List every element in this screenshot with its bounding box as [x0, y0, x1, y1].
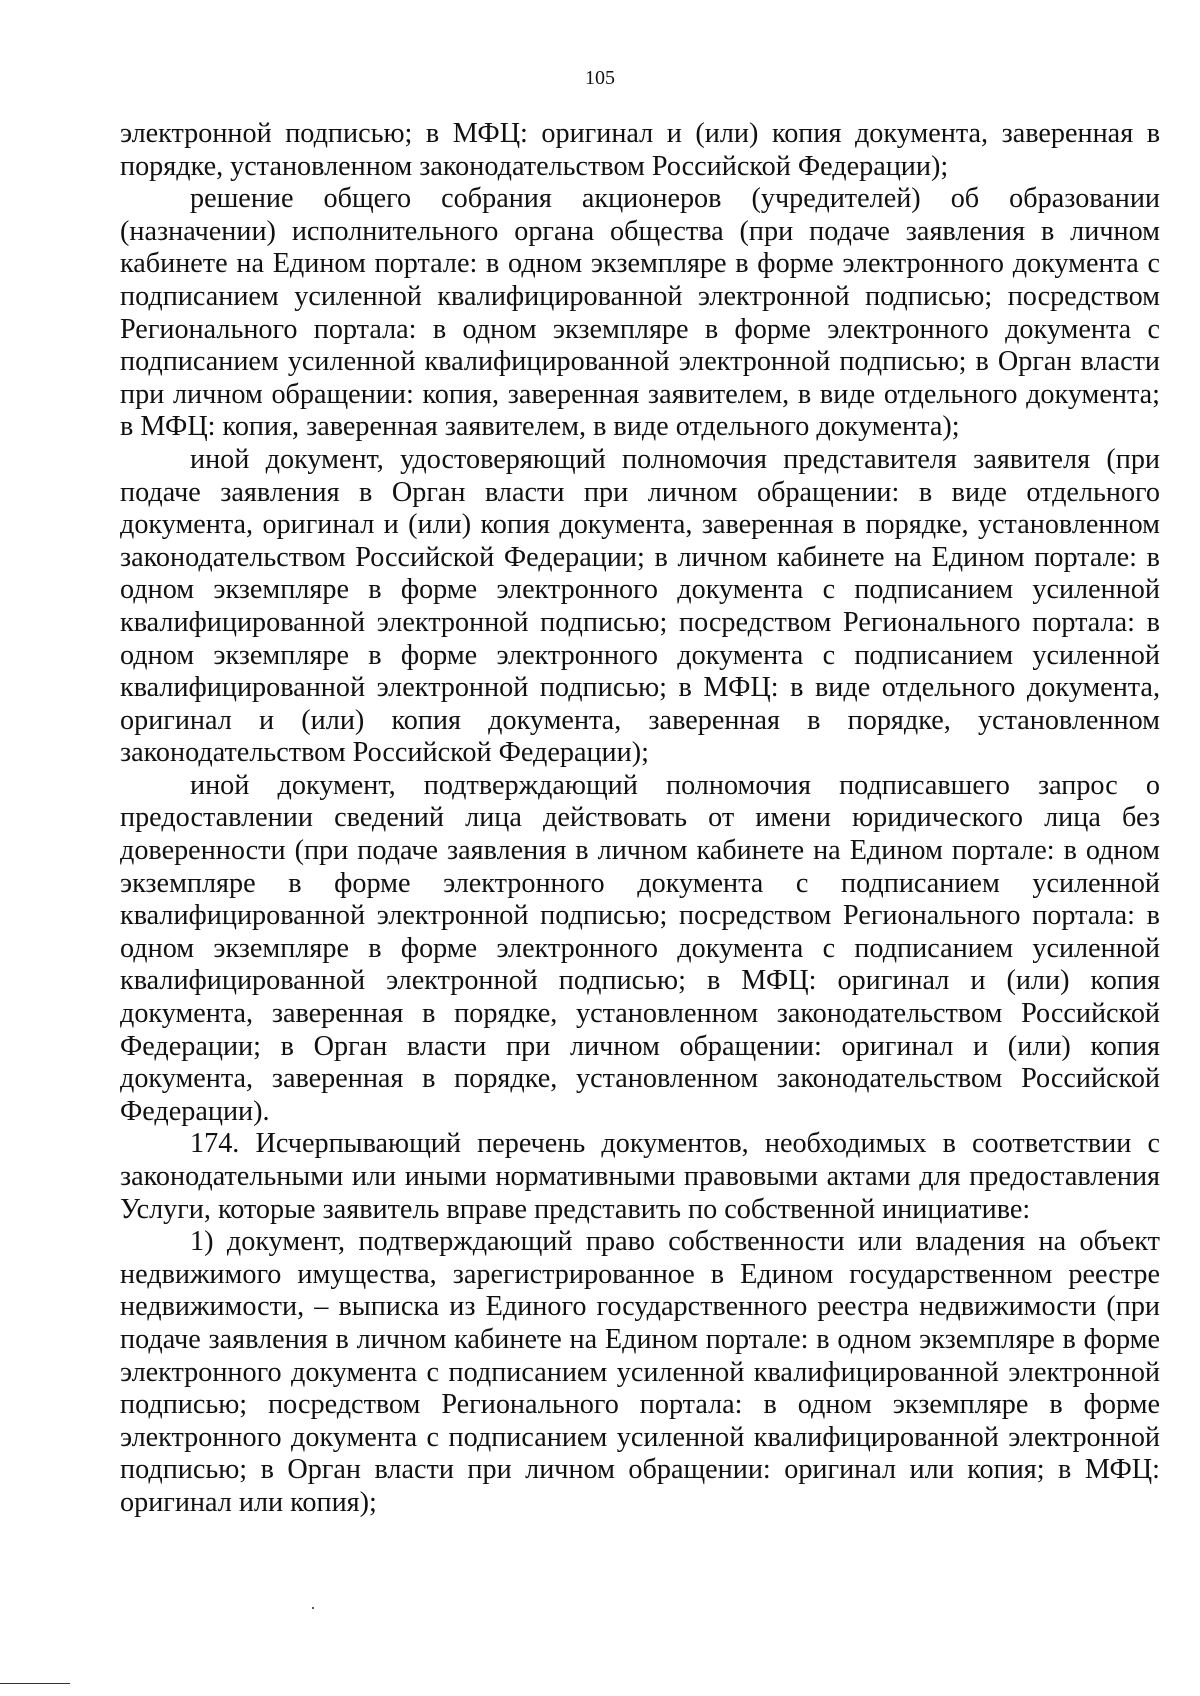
scan-artifact-dot: [312, 1607, 314, 1609]
paragraph-item-174: 174. Исчерпывающий перечень документов, необходимых в соответствии с законодательными или иными нормативными правовыми актами для предоставления Услуги, которые заявитель вправе представить по собственной инициативе:: [120, 1128, 1160, 1225]
page-number: 105: [585, 67, 615, 89]
paragraph-continuation: электронной подписью; в МФЦ: оригинал и (или) копия документа, заверенная в порядке, установленном законодательством Российской Федерации);: [120, 118, 1160, 182]
paragraph-shareholders-decision: решение общего собрания акционеров (учредителей) об образовании (назначении) исполнительного органа общества (при подаче заявления в личном кабинете на Едином портале: в одном экземпляре в форме электронного документа с подписанием усиленной квалифицированной электронной подписью; посредством Регионального портала: в одном экземпляре в форме электронного документа с подписанием усиленной квалифицированной электронной подписью; в Орган власти при личном обращении: копия, заверенная заявителем, в виде отдельного документа; в МФЦ: копия, заверенная заявителем, в виде отдельного документа);: [120, 183, 1160, 443]
paragraph-signatory-authority: иной документ, подтверждающий полномочия подписавшего запрос о предоставлении сведений лица действовать от имени юридического лица без доверенности (при подаче заявления в личном кабинете на Едином портале: в одном экземпляре в форме электронного документа с подписанием усиленной квалифицированной электронной подписью; посредством Регионального портала: в одном экземпляре в форме электронного документа с подписанием усиленной квалифицированной электронной подписью; в МФЦ: оригинал и (или) копия документа, заверенная в порядке, установленном законодательством Российской Федерации; в Орган власти при личном обращении: оригинал и (или) копия документа, заверенная в порядке, установленном законодательством Российской Федерации).: [120, 769, 1160, 1127]
paragraph-subitem-1: 1) документ, подтверждающий право собственности или владения на объект недвижимого имущества, зарегистрированное в Едином государственном реестре недвижимости, – выписка из Единого государственного реестра недвижимости (при подаче заявления в личном кабинете на Едином портале: в одном экземпляре в форме электронного документа с подписанием усиленной квалифицированной электронной подписью; посредством Регионального портала: в одном экземпляре в форме электронного документа с подписанием усиленной квалифицированной электронной подписью; в Орган власти при личном обращении: оригинал или копия; в МФЦ: оригинал или копия);: [120, 1226, 1160, 1518]
document-body: [120, 118, 1160, 1520]
scan-artifact-line: [0, 1683, 70, 1684]
paragraph-representative-authority: иной документ, удостоверяющий полномочия представителя заявителя (при подаче заявления в Орган власти при личном обращении: в виде отдельного документа, оригинал и (или) копия документа, заверенная в порядке, установленном законодательством Российской Федерации; в личном кабинете на Едином портале: в одном экземпляре в форме электронного документа с подписанием усиленной квалифицированной электронной подписью; посредством Регионального портала: в одном экземпляре в форме электронного документа с подписанием усиленной квалифицированной электронной подписью; в МФЦ: в виде отдельного документа, оригинал и (или) копия документа, заверенная в порядке, установленном законодательством Российской Федерации);: [120, 443, 1160, 769]
